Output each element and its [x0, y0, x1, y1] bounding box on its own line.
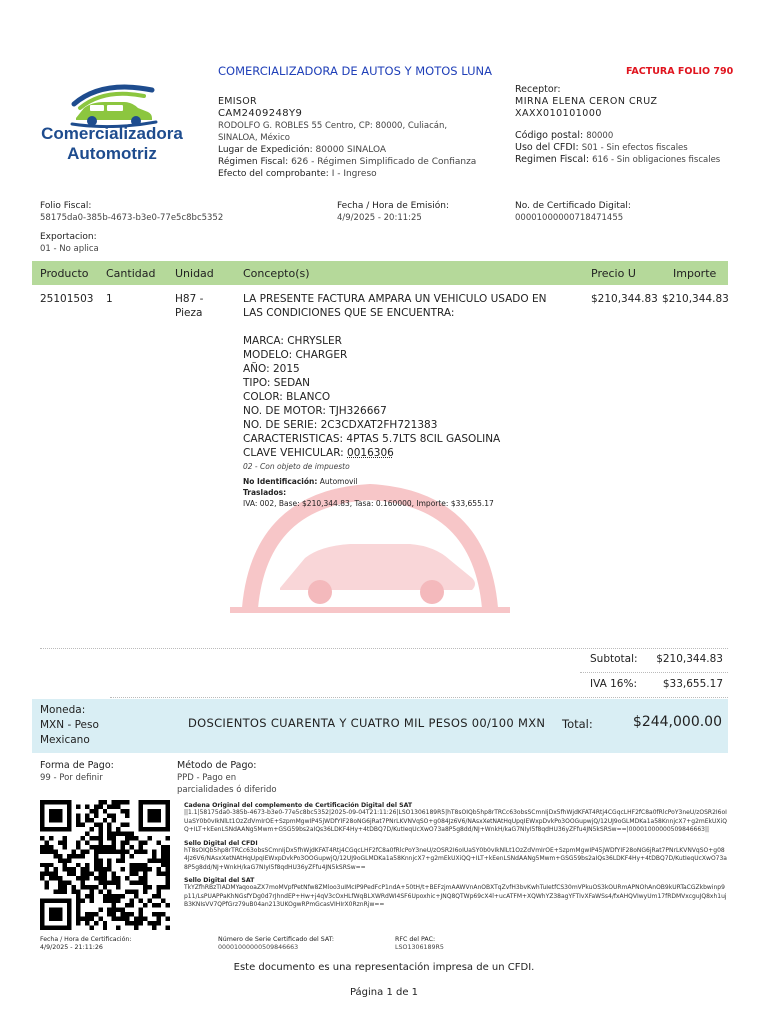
- receptor-regimen-value: 616 - Sin obligaciones fiscales: [592, 155, 721, 165]
- sat-strings: [184, 802, 728, 910]
- receptor-name: MIRNA ELENA CERON CRUZ: [515, 96, 658, 107]
- concepto-line: CARACTERISTICAS: 4PTAS 5.7LTS 8CIL GASOLINA: [243, 433, 501, 445]
- uso-value: S01 - Sin efectos fiscales: [581, 143, 688, 153]
- lugar-value: 80000 SINALOA: [315, 145, 387, 155]
- col-unidad: Unidad: [175, 267, 214, 280]
- row-unidad-1: H87 -: [175, 293, 204, 305]
- serie-label: Número de Serie Certificado del SAT:: [218, 936, 335, 943]
- moneda-value-1: MXN - Peso: [40, 719, 99, 731]
- total-label: Total:: [562, 717, 593, 731]
- items-table-header: [32, 261, 728, 285]
- concepto-line: TIPO: SEDAN: [243, 377, 311, 389]
- divider: [580, 672, 728, 673]
- concepto-line: AÑO: 2015: [243, 363, 300, 375]
- moneda-label: Moneda:: [40, 704, 86, 716]
- cp-value: 80000: [586, 131, 614, 141]
- fecha-cert-label: Fecha / Hora de Certificación:: [40, 936, 132, 943]
- moneda-value-2: Mexicano: [40, 734, 90, 746]
- receptor-regimen-label: Regimen Fiscal:: [515, 154, 590, 165]
- cfdi-note: Este documento es una representación impresa de un CFDI.: [233, 962, 535, 973]
- rfc-pac-value: LSO1306189R5: [395, 944, 444, 951]
- company-logo: [32, 78, 192, 170]
- iva-value: $33,655.17: [662, 678, 723, 690]
- concepto-spacer: [243, 320, 573, 334]
- no-ident-value: Automovil: [319, 477, 358, 486]
- col-producto: Producto: [40, 267, 89, 280]
- regimen-value: 626 - Régimen Simplificado de Confianza: [291, 157, 477, 167]
- rfc-pac: [395, 936, 444, 952]
- concepto-line: NO. DE MOTOR: TJH326667: [243, 405, 387, 417]
- sello-cfdi-value: hT8sOIQb5hp8rTRCc63obsSCmnIjDx5fhWjdKFAT4Rtj4CGqcLHF2fC8a0fRlcPoY3neU/zOSR2I6oIUaSY0b0vIkNlLt1OzZdVmIrOE+SzpmMgwIP45jWDfYIF28oNG6jRat7PNrLKVNVqSO+g084Jz6V6/NAsxXetNAtHqUpqIEWxpDvkPo3OOGupwjQ/12UJ9oGLMDKa1a58KnnjcX7+g2mEkUXiQQ+ILT+kEenLSNdAANg5Mwm+GSG59bs2aIQs36LDKF4Hy+4tDBQ7D/KutIeqUcXwO73a8P5g8dd/NJ+WnkH/kaG7NIyI5f8qdHU36yZFfu4JN5kSRSw==: [184, 846, 727, 871]
- cert-value: 00001000000718471455: [515, 213, 624, 223]
- export-value: 01 - No aplica: [40, 244, 99, 254]
- car-logo-icon: [32, 78, 192, 128]
- metodo-pago: [177, 760, 277, 796]
- divider: [40, 648, 728, 649]
- metodo-value-1: PPD - Pago en: [177, 773, 237, 783]
- fecha-emision-label: Fecha / Hora de Emisión:: [337, 201, 449, 211]
- qr-code-icon: [40, 800, 170, 930]
- fecha-emision: [337, 200, 449, 224]
- folio-fiscal-value: 58175da0-385b-4673-b3e0-77e5c8bc5352: [40, 213, 224, 223]
- metodo-value-2: parcialidades ó diferido: [177, 785, 277, 795]
- col-concepto: Concepto(s): [243, 267, 310, 280]
- emisor-address: RODOLFO G. ROBLES 55 Centro, CP: 80000, Culiacán, SINALOA, México: [218, 121, 448, 143]
- clave-label: CLAVE VEHICULAR:: [243, 447, 348, 459]
- concepto-line: COLOR: BLANCO: [243, 391, 331, 403]
- logo-text-line1: Comercializadora: [41, 124, 183, 143]
- exportacion: [40, 231, 99, 255]
- uso-label: Uso del CFDI:: [515, 142, 579, 153]
- total-value: $244,000.00: [632, 714, 722, 730]
- emisor-label: EMISOR: [218, 96, 257, 107]
- cadena-value: ||1.1|58175da0-385b-4673-b3e0-77e5c8bc5352|2025-09-04T21:11:26|LSO1306189R5|hT8sOIQb5hp8rTRCc63obsSCmnIjDx5fhWjdKFAT4Rtj4CGqcLHF2fC8a0fRlcPoY3neU/zOSR2I6oIUaSY0b0vIkNlLt1OzZdVmIrOE+SzpmMgwIP45jWDfYIF28oNG6jRat7PNrLKVNVqSO+g084Jz6V6/NAsxXetNAtHqUpqIEWxpDvkPo3OOGupwjQ/12UJ9oGLMDKa1a58KnnjcX7+g2mEkUXiQQ+ILT+kEenLSNdAANg5Mwm+GSG59bs2aIQs36LDKF4Hy+4tDBQ7D/KutIeqUcXwO73a8P5g8dd/NJ+WnkH/kaG7NIyI5f8qdHU36yZFfu4JN5kSRSw==|00001000000509846663||: [184, 809, 727, 833]
- cadena-label: Cadena Original del complemento de Certificación Digital del SAT: [184, 802, 413, 809]
- total-bar: [32, 699, 728, 753]
- forma-value: 99 - Por definir: [40, 773, 103, 783]
- folio-fiscal-label: Folio Fiscal:: [40, 201, 92, 211]
- fecha-emision-value: 4/9/2025 - 20:11:25: [337, 213, 422, 223]
- traslados-label: Traslados:: [243, 488, 287, 497]
- row-concepto: [243, 292, 573, 509]
- cert-label: No. de Certificado Digital:: [515, 201, 631, 211]
- row-unidad-2: Pieza: [175, 307, 203, 319]
- fecha-cert-value: 4/9/2025 - 21:11:26: [40, 944, 103, 951]
- serie-value: 00001000000509846663: [218, 944, 299, 951]
- col-cantidad: Cantidad: [106, 267, 156, 280]
- concepto-line: LAS CONDICIONES QUE SE ENCUENTRA:: [243, 307, 455, 319]
- logo-text-line2: Automotriz: [67, 144, 157, 163]
- lugar-label: Lugar de Expedición:: [218, 145, 313, 155]
- clave-value: 0016306: [347, 447, 394, 459]
- emisor-block: [218, 96, 498, 180]
- traslados-value: IVA: 002, Base: $210,344.83, Tasa: 0.160000, Importe: $33,655.17: [243, 499, 494, 508]
- receptor-block: [515, 84, 745, 166]
- metodo-label: Método de Pago:: [177, 760, 257, 771]
- sello-sat-label: Sello Digital del SAT: [184, 877, 255, 884]
- col-importe: Importe: [673, 267, 717, 280]
- efecto-value: I - Ingreso: [331, 169, 377, 179]
- invoice-folio: FACTURA FOLIO 790: [626, 66, 734, 77]
- objeto-impuesto: 02 - Con objeto de impuesto: [243, 462, 350, 471]
- concepto-line: MODELO: CHARGER: [243, 349, 348, 361]
- col-precio: Precio U: [591, 267, 636, 280]
- subtotal-label: Subtotal:: [590, 653, 638, 665]
- rfc-pac-label: RFC del PAC:: [395, 936, 436, 943]
- company-name: COMERCIALIZADORA DE AUTOS Y MOTOS LUNA: [218, 64, 492, 78]
- row-importe: $210,344.83: [662, 293, 729, 305]
- sello-cfdi-label: Sello Digital del CFDI: [184, 839, 258, 847]
- concepto-line: LA PRESENTE FACTURA AMPARA UN VEHICULO USADO EN: [243, 293, 547, 305]
- no-ident-label: No Identificación:: [243, 477, 318, 486]
- concepto-line: MARCA: CHRYSLER: [243, 335, 342, 347]
- row-precio: $210,344.83: [591, 293, 658, 305]
- export-label: Exportacion:: [40, 232, 97, 242]
- certificado-digital: [515, 200, 631, 224]
- iva-label: IVA 16%:: [590, 678, 638, 690]
- receptor-label: Receptor:: [515, 84, 561, 95]
- efecto-label: Efecto del comprobante:: [218, 169, 329, 179]
- row-producto: 25101503: [40, 293, 94, 305]
- divider: [110, 697, 728, 698]
- total-en-letra: DOSCIENTOS CUARENTA Y CUATRO MIL PESOS 00/100 MXN: [188, 716, 546, 730]
- emisor-rfc: CAM2409248Y9: [218, 108, 303, 119]
- regimen-label: Régimen Fiscal:: [218, 157, 289, 167]
- serie-sat: [218, 936, 334, 952]
- sello-sat-value: TkYZfhRBzTIADMYaqooaZX7moMVpfPetNfw8ZMloo3uIMcIP9PedFcP1ndA+50tH/t+BEFzjmAAWVnAnOBXTqZvfH3bvKwhTuIetfCS30mVPkuOS3kOURmAPNOhAnOB9kURTaCGZkbwinp9p11/LsPUAPPaKhNGsfYDg0d7rJhndEP+Hw+j4qV3cOxHLfWqBLXWRdWI4SF6Upoxhic+JNQ8QTWp69cX4l+ucATFM+XQWhYZ38agYFTIvXFaWSs4/fxAHQVIwyUm17fRDMVxcguJQ8xh1ujB3KNIsVV7QPfGrz79uB04an213UKOgwRPmGcasVIHIrX0RznRjw==: [184, 884, 727, 908]
- forma-label: Forma de Pago:: [40, 760, 114, 771]
- forma-pago: [40, 760, 114, 784]
- row-cantidad: 1: [106, 293, 113, 305]
- folio-fiscal: [40, 200, 223, 224]
- moneda-block: [40, 703, 99, 748]
- page-number: Página 1 de 1: [349, 987, 419, 998]
- subtotal-value: $210,344.83: [656, 653, 723, 665]
- concepto-line: NO. DE SERIE: 2C3CDXAT2FH721383: [243, 419, 438, 431]
- cp-label: Código postal:: [515, 130, 584, 141]
- receptor-rfc: XAXX010101000: [515, 108, 602, 119]
- fecha-cert: [40, 936, 131, 952]
